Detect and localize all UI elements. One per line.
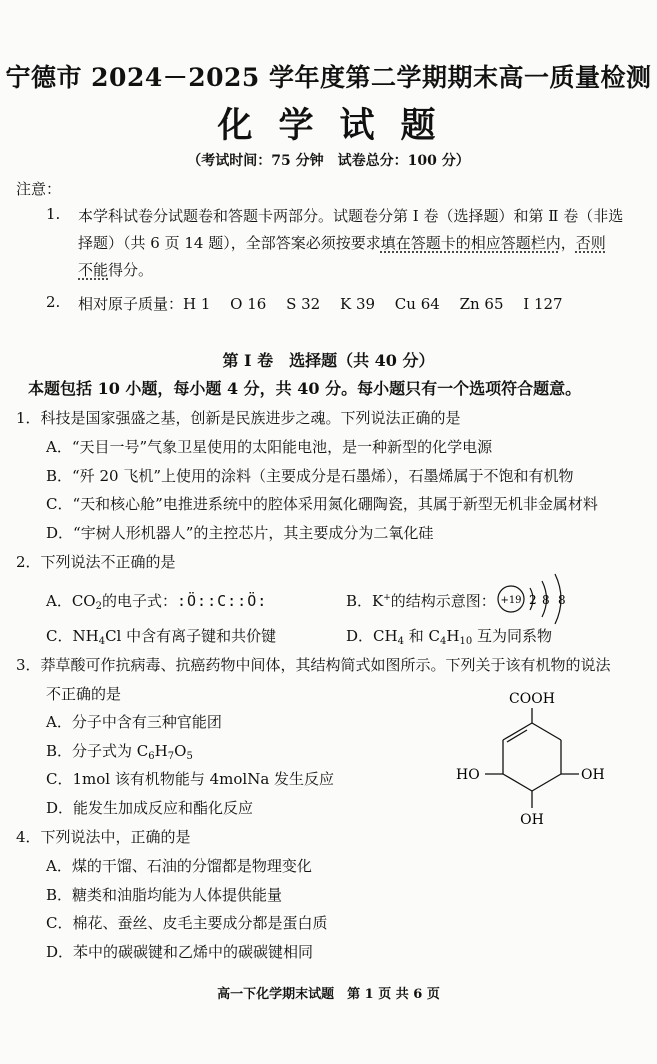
q3-option-d: D．能发生加成反应和酯化反应	[46, 799, 254, 817]
q4-option-a: A．煤的干馏、石油的分馏都是物理变化	[46, 857, 312, 875]
q1-option-a: A．“天目一号”气象卫星使用的太阳能电池，是一种新型的化学电源	[46, 438, 493, 456]
q3-b-s2: 7	[167, 751, 175, 762]
section-instruction: 本题包括 10 小题，每小题 4 分，共 40 分。每小题只有一个选项符合题意。	[28, 379, 582, 398]
nucleus-charge: +19	[500, 595, 522, 606]
q3-b-s3: 5	[186, 751, 193, 762]
shikimic-acid-structure	[452, 690, 612, 830]
shell-electrons-2: 8	[542, 593, 550, 607]
q2-d-sub2: 4	[439, 636, 447, 647]
note-1-text: 择题）（共 6 页 14 题），全部答案必须按要求	[78, 234, 381, 252]
q2-option-b	[346, 590, 496, 611]
shell-electrons-1: 2	[529, 593, 537, 607]
q1-option-c: C．“天和核心舱”电推进系统中的腔体采用氮化硼陶瓷，其属于新型无机非金属材料	[46, 495, 598, 513]
q2-option-c	[46, 625, 276, 647]
q2-d-sub1: 4	[397, 636, 404, 647]
subject-title: 化学试题	[217, 105, 462, 146]
note-1-line-1: 本学科试卷分试题卷和答题卡两部分。试题卷分第 Ⅰ 卷（选择题）和第 Ⅱ 卷（非选	[78, 207, 624, 225]
q2-b-text: 的结构示意图：	[390, 592, 496, 610]
notes-label: 注意：	[16, 180, 62, 198]
bond-1	[503, 723, 532, 740]
q2-b-label: B．K	[346, 592, 384, 610]
q2-option-a	[46, 590, 267, 612]
q3-option-a: A．分子中含有三种官能团	[46, 713, 222, 731]
page-footer: 高一下化学期末试题 第 1 页 共 6 页	[217, 987, 440, 1002]
note-1-line-3	[78, 259, 153, 280]
q3-stem-line-2: 不正确的是	[46, 685, 122, 703]
q4-option-d: D．苯中的碳碳键和乙烯中的碳碳键相同	[46, 943, 314, 961]
note-2-number: 2.	[46, 293, 61, 311]
q2-c-b: Cl 中含有离子键和共价键	[105, 627, 277, 645]
q2-a-text: 的电子式：	[101, 592, 177, 610]
k-ion-structure-diagram	[492, 568, 582, 630]
cooh-label: COOH	[509, 691, 555, 707]
q2-a-sub: 2	[95, 601, 102, 612]
q4-option-c: C．棉花、蚕丝、皮毛主要成分都是蛋白质	[46, 914, 328, 932]
q3-b-c: O	[174, 742, 187, 760]
bond-3	[503, 774, 532, 791]
atomic-masses: 相对原子质量：H 1 O 16 S 32 K 39 Cu 64 Zn 65 I 127	[78, 295, 563, 313]
exam-title: 宁德市 2024－2025 学年度第二学期期末高一质量检测	[5, 63, 652, 92]
q4-stem: 4．下列说法中，正确的是	[16, 828, 191, 846]
q2-d-a: D．CH	[346, 627, 398, 645]
q2-b-sup: +	[383, 593, 391, 603]
q3-b-s1: 6	[148, 751, 155, 762]
q2-d-b: 和 C	[403, 627, 440, 645]
note-1-emphasis-3: 不能	[78, 261, 109, 279]
q2-c-sub: 4	[98, 636, 106, 647]
q3-option-c: C．1mol 该有机物能与 4molNa 发生反应	[46, 770, 335, 788]
note-1-number: 1.	[46, 205, 61, 223]
q3-b-b: H	[154, 742, 168, 760]
q2-c-a: C．NH	[46, 627, 99, 645]
q3-option-b	[46, 740, 193, 762]
q3-stem-line-1: 3．莽草酸可作抗病毒、抗癌药物中间体，其结构简式如图所示。下列关于该有机物的说法	[16, 656, 611, 674]
q2-a-label: A．CO	[46, 592, 96, 610]
q2-option-d	[346, 625, 552, 647]
q1-stem: 1．科技是国家强盛之基，创新是民族进步之魂。下列说法正确的是	[16, 409, 461, 427]
q4-option-b: B．糖类和油脂均能为人体提供能量	[46, 886, 283, 904]
bond-6	[532, 723, 561, 740]
note-1-comma: ，	[560, 234, 576, 252]
q1-option-b: B．“歼 20 飞机”上使用的涂料（主要成分是石墨烯），石墨烯属于不饱和有机物	[46, 467, 574, 485]
q2-d-d: 互为同系物	[472, 627, 552, 645]
exam-info: （考试时间：75 分钟 试卷总分：100 分）	[187, 153, 470, 169]
ho-left-label: HO	[456, 767, 480, 783]
q3-b-a: B．分子式为 C	[46, 742, 149, 760]
q2-stem: 2．下列说法不正确的是	[16, 553, 176, 571]
shell-electrons-3: 8	[558, 593, 566, 607]
oh-bottom-label: OH	[520, 812, 544, 828]
bond-4	[532, 774, 561, 791]
co2-electron-formula: :Ö::C::Ö:	[177, 592, 268, 610]
note-1-line-2	[78, 232, 606, 253]
q1-option-d: D．“宇树人形机器人”的主控芯片，其主要成分为二氧化硅	[46, 524, 434, 542]
note-1-end: 得分。	[108, 261, 154, 279]
q2-d-sub3: 10	[459, 636, 473, 647]
oh-right-label: OH	[581, 767, 605, 783]
note-1-emphasis: 填在答题卡的相应答题栏内	[380, 234, 561, 252]
q2-d-c: H	[446, 627, 460, 645]
note-1-emphasis-2: 否则	[575, 234, 606, 252]
section-heading: 第 Ⅰ 卷 选择题（共 40 分）	[222, 351, 435, 370]
